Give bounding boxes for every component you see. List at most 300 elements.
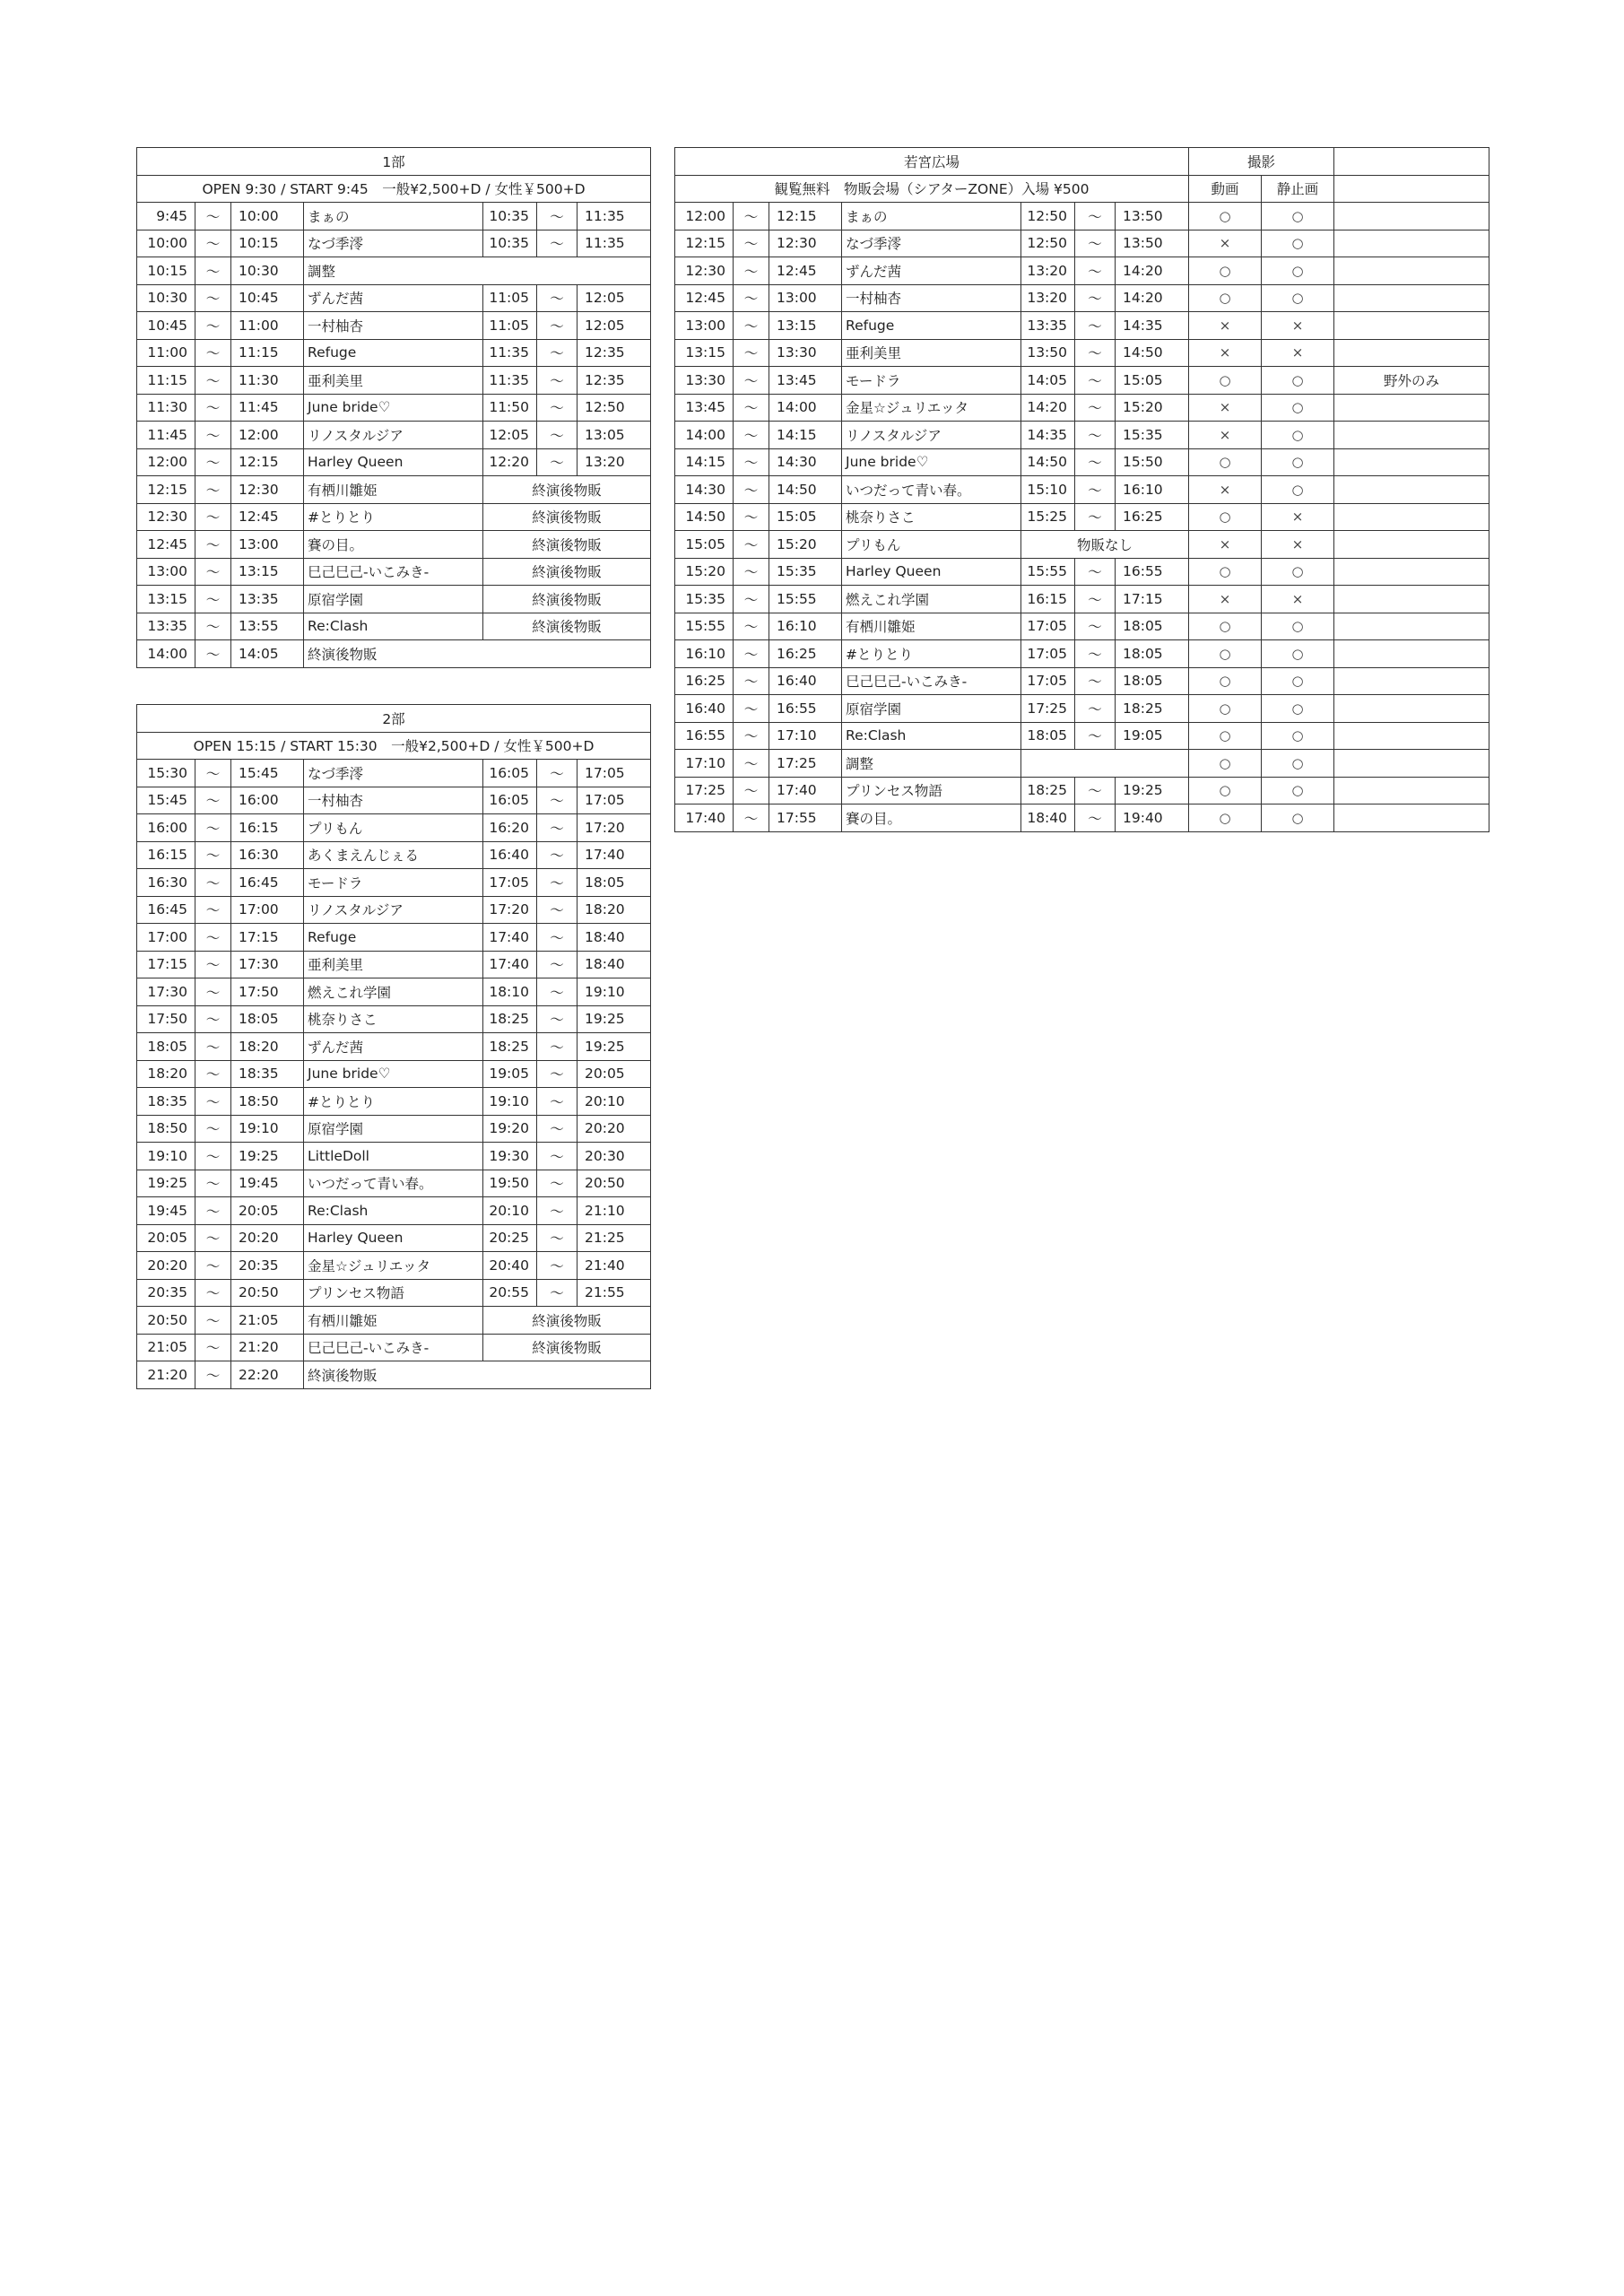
- tilde-separator: 〜: [734, 284, 769, 312]
- schedule-row: [675, 750, 1489, 778]
- still-permission: ×: [1262, 503, 1334, 531]
- schedule-row: [137, 1088, 651, 1116]
- merch-end-time: 18:40: [578, 951, 651, 978]
- start-time: 12:30: [137, 503, 195, 531]
- row-note: [1334, 476, 1489, 504]
- end-time: 20:35: [231, 1252, 304, 1280]
- schedule-row: [137, 394, 651, 422]
- tilde-separator: 〜: [195, 1334, 231, 1361]
- start-time: 11:00: [137, 339, 195, 367]
- performer-name: ずんだ茜: [304, 284, 483, 312]
- start-time: 13:00: [137, 558, 195, 586]
- end-time: 16:25: [769, 640, 842, 668]
- end-time: 11:30: [231, 367, 304, 395]
- performer-name: リノスタルジア: [304, 422, 483, 449]
- performer-name: プリンセス物語: [304, 1279, 483, 1307]
- row-note: [1334, 312, 1489, 340]
- start-time: 12:00: [137, 448, 195, 476]
- tilde-separator: 〜: [195, 814, 231, 842]
- merch-end-time: 15:20: [1116, 394, 1189, 422]
- start-time: 16:25: [675, 667, 734, 695]
- tilde-separator: 〜: [734, 613, 769, 640]
- performer-name: 有栖川雛姫: [304, 476, 483, 504]
- tilde-separator: 〜: [1075, 722, 1116, 750]
- merch-start-time: 13:20: [1021, 284, 1075, 312]
- start-time: 12:30: [675, 257, 734, 285]
- tilde-separator: 〜: [1075, 503, 1116, 531]
- performer-name: 終演後物販: [304, 640, 651, 668]
- merch-note: 終演後物販: [483, 1307, 651, 1335]
- merch-blank: [1021, 750, 1189, 778]
- schedule-row: [675, 804, 1489, 832]
- tilde-separator: 〜: [734, 804, 769, 832]
- merch-end-time: 17:05: [578, 760, 651, 787]
- tilde-separator: 〜: [195, 1197, 231, 1225]
- merch-start-time: 18:25: [1021, 777, 1075, 804]
- end-time: 13:45: [769, 367, 842, 395]
- tilde-separator: 〜: [734, 448, 769, 476]
- merch-start-time: 17:40: [483, 951, 537, 978]
- end-time: 19:45: [231, 1170, 304, 1197]
- end-time: 15:35: [769, 558, 842, 586]
- performer-name: なづ季澪: [304, 760, 483, 787]
- schedule-row: [137, 1143, 651, 1170]
- performer-name: まぁの: [842, 203, 1021, 230]
- schedule-row: [675, 558, 1489, 586]
- schedule-row: [137, 924, 651, 952]
- performer-name: 金星☆ジュリエッタ: [842, 394, 1021, 422]
- merch-end-time: 19:25: [578, 1033, 651, 1061]
- start-time: 14:00: [675, 422, 734, 449]
- row-note: [1334, 230, 1489, 257]
- start-time: 16:55: [675, 722, 734, 750]
- merch-start-time: 10:35: [483, 203, 537, 230]
- part1-info-row: [137, 175, 651, 203]
- tilde-separator: 〜: [734, 586, 769, 613]
- merch-note: 終演後物販: [483, 531, 651, 559]
- still-permission: ○: [1262, 394, 1334, 422]
- video-permission: ×: [1189, 531, 1262, 559]
- tilde-separator: 〜: [537, 760, 578, 787]
- tilde-separator: 〜: [1075, 230, 1116, 257]
- tilde-separator: 〜: [537, 896, 578, 924]
- performer-name: 有栖川雛姫: [842, 613, 1021, 640]
- tilde-separator: 〜: [195, 531, 231, 559]
- start-time: 13:45: [675, 394, 734, 422]
- tilde-separator: 〜: [537, 1143, 578, 1170]
- merch-end-time: 11:35: [578, 203, 651, 230]
- start-time: 12:00: [675, 203, 734, 230]
- row-note: [1334, 422, 1489, 449]
- schedule-row: [675, 284, 1489, 312]
- row-note: [1334, 394, 1489, 422]
- tilde-separator: 〜: [195, 203, 231, 230]
- row-note: [1334, 503, 1489, 531]
- end-time: 17:15: [231, 924, 304, 952]
- end-time: 17:40: [769, 777, 842, 804]
- still-permission: ○: [1262, 613, 1334, 640]
- start-time: 15:05: [675, 531, 734, 559]
- tilde-separator: 〜: [537, 230, 578, 257]
- performer-name: Refuge: [304, 339, 483, 367]
- merch-end-time: 21:55: [578, 1279, 651, 1307]
- schedule-row: [675, 503, 1489, 531]
- end-time: 12:45: [231, 503, 304, 531]
- performer-name: ずんだ茜: [304, 1033, 483, 1061]
- performer-name: なづ季澪: [842, 230, 1021, 257]
- tilde-separator: 〜: [195, 869, 231, 897]
- wakamiya-info-row: [675, 175, 1489, 203]
- tilde-separator: 〜: [195, 978, 231, 1006]
- end-time: 12:15: [769, 203, 842, 230]
- performer-name: June bride♡: [304, 394, 483, 422]
- performer-name: Re:Clash: [304, 1197, 483, 1225]
- merch-start-time: 13:35: [1021, 312, 1075, 340]
- schedule-row: [137, 230, 651, 257]
- end-time: 13:15: [231, 558, 304, 586]
- video-permission: ×: [1189, 230, 1262, 257]
- tilde-separator: 〜: [734, 503, 769, 531]
- merch-start-time: 16:40: [483, 841, 537, 869]
- merch-start-time: 18:25: [483, 1005, 537, 1033]
- performer-name: 賽の目。: [304, 531, 483, 559]
- part1-info: OPEN 9:30 / START 9:45 一般¥2,500+D / 女性￥500+D: [137, 175, 651, 203]
- end-time: 18:20: [231, 1033, 304, 1061]
- merch-end-time: 20:50: [578, 1170, 651, 1197]
- schedule-row: [137, 951, 651, 978]
- merch-end-time: 12:05: [578, 312, 651, 340]
- end-time: 13:00: [769, 284, 842, 312]
- video-permission: ○: [1189, 284, 1262, 312]
- video-permission: ×: [1189, 339, 1262, 367]
- schedule-row: [137, 1279, 651, 1307]
- schedule-row: [137, 1307, 651, 1335]
- schedule-row: [137, 869, 651, 897]
- schedule-row: [675, 339, 1489, 367]
- start-time: 18:50: [137, 1115, 195, 1143]
- video-permission: ×: [1189, 394, 1262, 422]
- merch-end-time: 12:35: [578, 339, 651, 367]
- wakamiya-body: [675, 148, 1489, 832]
- tilde-separator: 〜: [734, 640, 769, 668]
- start-time: 16:40: [675, 695, 734, 723]
- schedule-row: [675, 394, 1489, 422]
- wakamiya-info: 観覧無料 物販会場（シアターZONE）入場 ¥500: [675, 175, 1189, 203]
- start-time: 15:35: [675, 586, 734, 613]
- tilde-separator: 〜: [537, 787, 578, 814]
- tilde-separator: 〜: [1075, 203, 1116, 230]
- performer-name: モードラ: [304, 869, 483, 897]
- merch-start-time: 17:05: [483, 869, 537, 897]
- merch-end-time: 15:05: [1116, 367, 1189, 395]
- start-time: 16:10: [675, 640, 734, 668]
- part1-body: [137, 148, 651, 668]
- row-note: [1334, 804, 1489, 832]
- tilde-separator: 〜: [1075, 777, 1116, 804]
- note-header-blank: [1334, 175, 1489, 203]
- merch-end-time: 15:50: [1116, 448, 1189, 476]
- schedule-row: [137, 339, 651, 367]
- merch-end-time: 13:50: [1116, 230, 1189, 257]
- merch-start-time: 18:25: [483, 1033, 537, 1061]
- merch-end-time: 21:40: [578, 1252, 651, 1280]
- tilde-separator: 〜: [195, 640, 231, 668]
- merch-end-time: 19:05: [1116, 722, 1189, 750]
- still-permission: ○: [1262, 284, 1334, 312]
- merch-start-time: 14:50: [1021, 448, 1075, 476]
- tilde-separator: 〜: [1075, 394, 1116, 422]
- tilde-separator: 〜: [195, 339, 231, 367]
- start-time: 17:30: [137, 978, 195, 1006]
- tilde-separator: 〜: [1075, 312, 1116, 340]
- end-time: 18:05: [231, 1005, 304, 1033]
- video-permission: ×: [1189, 422, 1262, 449]
- video-permission: ×: [1189, 476, 1262, 504]
- schedule-row: [675, 586, 1489, 613]
- performer-name: なづ季澪: [304, 230, 483, 257]
- tilde-separator: 〜: [734, 722, 769, 750]
- tilde-separator: 〜: [537, 1088, 578, 1116]
- tilde-separator: 〜: [195, 787, 231, 814]
- tilde-separator: 〜: [195, 312, 231, 340]
- merch-start-time: 12:20: [483, 448, 537, 476]
- performer-name: Re:Clash: [304, 613, 483, 640]
- still-permission: ○: [1262, 667, 1334, 695]
- start-time: 19:10: [137, 1143, 195, 1170]
- schedule-row: [137, 1170, 651, 1197]
- still-permission: ×: [1262, 531, 1334, 559]
- start-time: 21:20: [137, 1361, 195, 1389]
- end-time: 17:10: [769, 722, 842, 750]
- merch-end-time: 14:35: [1116, 312, 1189, 340]
- performer-name: 燃えこれ学園: [842, 586, 1021, 613]
- tilde-separator: 〜: [195, 476, 231, 504]
- tilde-separator: 〜: [195, 1143, 231, 1170]
- schedule-row: [675, 476, 1489, 504]
- performer-name: 終演後物販: [304, 1361, 651, 1389]
- video-label: 動画: [1189, 175, 1262, 203]
- merch-start-time: 13:20: [1021, 257, 1075, 285]
- schedule-row: [675, 777, 1489, 804]
- start-time: 16:15: [137, 841, 195, 869]
- performer-name: June bride♡: [304, 1060, 483, 1088]
- schedule-row: [675, 367, 1489, 395]
- schedule-row: [137, 448, 651, 476]
- performer-name: 有栖川雛姫: [304, 1307, 483, 1335]
- tilde-separator: 〜: [537, 1033, 578, 1061]
- row-note: [1334, 284, 1489, 312]
- tilde-separator: 〜: [195, 448, 231, 476]
- tilde-separator: 〜: [734, 339, 769, 367]
- schedule-row: [137, 312, 651, 340]
- merch-end-time: 12:50: [578, 394, 651, 422]
- end-time: 15:55: [769, 586, 842, 613]
- row-note: [1334, 558, 1489, 586]
- merch-end-time: 19:25: [1116, 777, 1189, 804]
- schedule-row: [137, 1115, 651, 1143]
- performer-name: 調整: [304, 257, 651, 285]
- tilde-separator: 〜: [1075, 367, 1116, 395]
- start-time: 12:15: [675, 230, 734, 257]
- start-time: 12:45: [137, 531, 195, 559]
- tilde-separator: 〜: [537, 1197, 578, 1225]
- merch-end-time: 18:40: [578, 924, 651, 952]
- start-time: 14:50: [675, 503, 734, 531]
- merch-start-time: 18:40: [1021, 804, 1075, 832]
- merch-end-time: 20:05: [578, 1060, 651, 1088]
- merch-start-time: 19:20: [483, 1115, 537, 1143]
- schedule-row: [137, 978, 651, 1006]
- start-time: 19:45: [137, 1197, 195, 1225]
- merch-end-time: 13:50: [1116, 203, 1189, 230]
- end-time: 13:35: [231, 586, 304, 613]
- still-permission: ×: [1262, 312, 1334, 340]
- tilde-separator: 〜: [537, 1170, 578, 1197]
- tilde-separator: 〜: [537, 924, 578, 952]
- schedule-row: [137, 1224, 651, 1252]
- merch-start-time: 12:50: [1021, 203, 1075, 230]
- video-permission: ×: [1189, 312, 1262, 340]
- video-permission: ○: [1189, 367, 1262, 395]
- tilde-separator: 〜: [734, 777, 769, 804]
- performer-name: リノスタルジア: [842, 422, 1021, 449]
- end-time: 11:45: [231, 394, 304, 422]
- tilde-separator: 〜: [195, 367, 231, 395]
- part2-info-row: [137, 732, 651, 760]
- schedule-row: [675, 257, 1489, 285]
- performer-name: 金星☆ジュリエッタ: [304, 1252, 483, 1280]
- schedule-row: [137, 760, 651, 787]
- end-time: 17:30: [231, 951, 304, 978]
- schedule-row: [675, 312, 1489, 340]
- tilde-separator: 〜: [537, 284, 578, 312]
- performer-name: 桃奈りさこ: [842, 503, 1021, 531]
- tilde-separator: 〜: [734, 230, 769, 257]
- photo-title: 撮影: [1189, 148, 1334, 176]
- performer-name: 亜利美里: [842, 339, 1021, 367]
- video-permission: ○: [1189, 558, 1262, 586]
- tilde-separator: 〜: [537, 1005, 578, 1033]
- end-time: 15:45: [231, 760, 304, 787]
- performer-name: 桃奈りさこ: [304, 1005, 483, 1033]
- schedule-row: [137, 257, 651, 285]
- tilde-separator: 〜: [734, 476, 769, 504]
- part1-table: [136, 147, 651, 668]
- tilde-separator: 〜: [537, 951, 578, 978]
- end-time: 14:05: [231, 640, 304, 668]
- merch-end-time: 13:05: [578, 422, 651, 449]
- schedule-row: [675, 722, 1489, 750]
- row-note: 野外のみ: [1334, 367, 1489, 395]
- wakamiya-table: [674, 147, 1489, 832]
- merch-start-time: 16:20: [483, 814, 537, 842]
- end-time: 11:15: [231, 339, 304, 367]
- start-time: 15:45: [137, 787, 195, 814]
- tilde-separator: 〜: [734, 667, 769, 695]
- start-time: 11:30: [137, 394, 195, 422]
- performer-name: 巳己巳己-いこみき-: [304, 1334, 483, 1361]
- start-time: 16:45: [137, 896, 195, 924]
- tilde-separator: 〜: [195, 1279, 231, 1307]
- schedule-row: [675, 422, 1489, 449]
- performer-name: ずんだ茜: [842, 257, 1021, 285]
- tilde-separator: 〜: [195, 257, 231, 285]
- schedule-row: [137, 787, 651, 814]
- end-time: 19:10: [231, 1115, 304, 1143]
- merch-start-time: 17:25: [1021, 695, 1075, 723]
- merch-start-time: 19:10: [483, 1088, 537, 1116]
- tilde-separator: 〜: [734, 394, 769, 422]
- merch-start-time: 19:05: [483, 1060, 537, 1088]
- performer-name: #とりとり: [842, 640, 1021, 668]
- performer-name: 亜利美里: [304, 367, 483, 395]
- video-permission: ○: [1189, 257, 1262, 285]
- start-time: 15:20: [675, 558, 734, 586]
- still-permission: ○: [1262, 777, 1334, 804]
- tilde-separator: 〜: [537, 869, 578, 897]
- tilde-separator: 〜: [734, 531, 769, 559]
- performer-name: 一村柚杏: [304, 312, 483, 340]
- tilde-separator: 〜: [537, 1115, 578, 1143]
- schedule-row: [137, 613, 651, 640]
- video-permission: ○: [1189, 750, 1262, 778]
- wakamiya-title: 若宮広場: [675, 148, 1189, 176]
- performer-name: あくまえんじぇる: [304, 841, 483, 869]
- performer-name: いつだって青い春。: [304, 1170, 483, 1197]
- merch-end-time: 13:20: [578, 448, 651, 476]
- schedule-row: [675, 448, 1489, 476]
- still-permission: ○: [1262, 804, 1334, 832]
- start-time: 18:05: [137, 1033, 195, 1061]
- tilde-separator: 〜: [537, 1224, 578, 1252]
- start-time: 20:20: [137, 1252, 195, 1280]
- part2-table: [136, 704, 651, 1389]
- schedule-row: [137, 203, 651, 230]
- performer-name: 一村柚杏: [304, 787, 483, 814]
- start-time: 10:30: [137, 284, 195, 312]
- end-time: 13:15: [769, 312, 842, 340]
- tilde-separator: 〜: [1075, 558, 1116, 586]
- end-time: 15:05: [769, 503, 842, 531]
- end-time: 21:05: [231, 1307, 304, 1335]
- performer-name: まぁの: [304, 203, 483, 230]
- tilde-separator: 〜: [734, 750, 769, 778]
- start-time: 14:15: [675, 448, 734, 476]
- start-time: 14:30: [675, 476, 734, 504]
- end-time: 13:30: [769, 339, 842, 367]
- tilde-separator: 〜: [195, 558, 231, 586]
- part2-title-row: [137, 705, 651, 733]
- performer-name: June bride♡: [842, 448, 1021, 476]
- still-label: 静止画: [1262, 175, 1334, 203]
- merch-end-time: 21:25: [578, 1224, 651, 1252]
- merch-start-time: 10:35: [483, 230, 537, 257]
- start-time: 20:50: [137, 1307, 195, 1335]
- still-permission: ○: [1262, 722, 1334, 750]
- merch-start-time: 20:55: [483, 1279, 537, 1307]
- end-time: 10:00: [231, 203, 304, 230]
- merch-note: 終演後物販: [483, 1334, 651, 1361]
- merch-start-time: 14:05: [1021, 367, 1075, 395]
- performer-name: Harley Queen: [842, 558, 1021, 586]
- tilde-separator: 〜: [537, 312, 578, 340]
- end-time: 13:00: [231, 531, 304, 559]
- tilde-separator: 〜: [1075, 422, 1116, 449]
- still-permission: ○: [1262, 448, 1334, 476]
- end-time: 14:30: [769, 448, 842, 476]
- performer-name: いつだって青い春。: [842, 476, 1021, 504]
- tilde-separator: 〜: [537, 448, 578, 476]
